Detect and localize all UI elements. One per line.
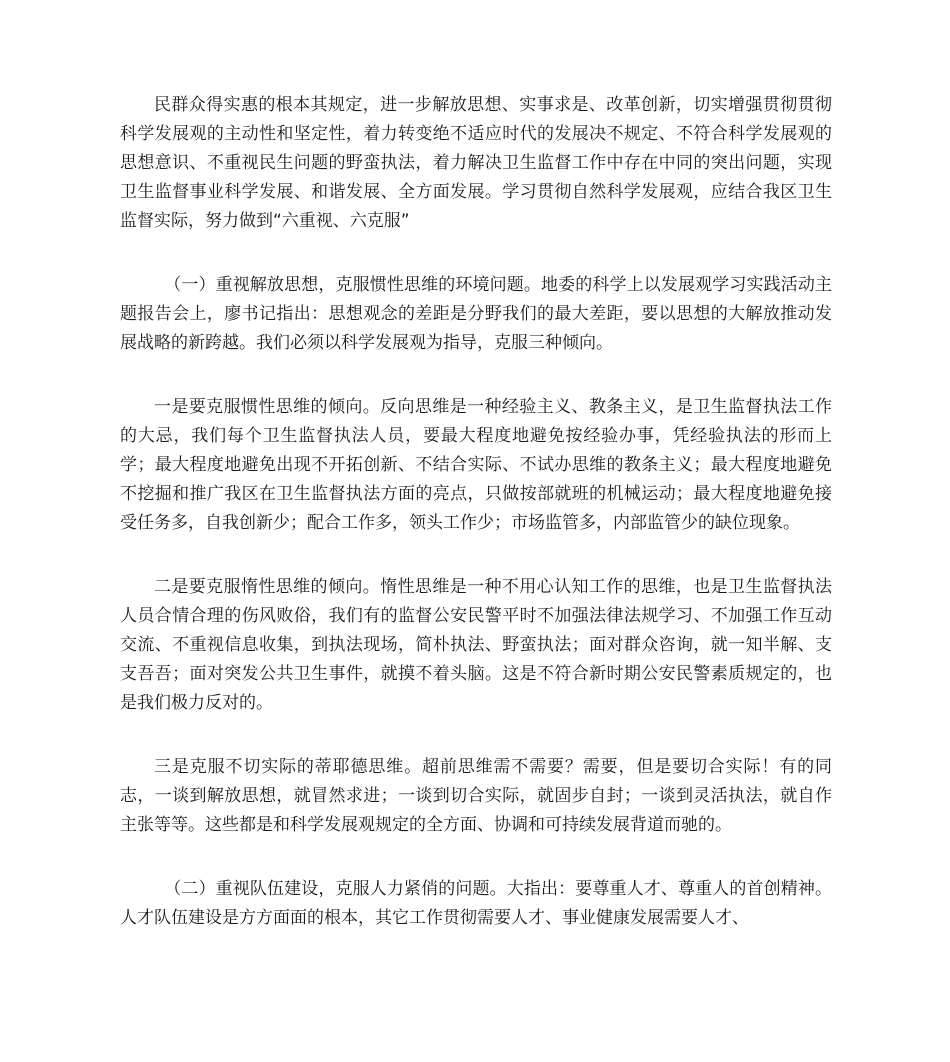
- paragraph-section-2-heading: （二）重视队伍建设，克服人力紧俏的问题。大指出：要尊重人才、尊重人的首创精神。人才队伍建设是方方面面的根本，其它工作贯彻需要人才、事业健康发展需要人才、: [120, 879, 832, 928]
- paragraph-point-3: 三是克服不切实际的蒂耶德思维。超前思维需不需要？需要，但是要切合实际！有的同志，一谈到解放思想，就冒然求进；一谈到切合实际，就固步自封；一谈到灵活执法，就自作主张等等。这些都是和科学发展观规定的全方面、协调和可持续发展背道而驰的。: [120, 757, 832, 835]
- paragraph-intro: 民群众得实惠的根本其规定，进一步解放思想、实事求是、改革创新，切实增强贯彻贯彻科学发展观的主动性和坚定性，着力转变绝不适应时代的发展决不规定、不符合科学发展观的思想意识、不重视民生问题的野蛮执法，着力解决卫生监督工作中存在中同的突出问题，实现卫生监督事业科学发展、和谐发展、全方面发展。学习贯彻自然科学发展观，应结合我区卫生监督实际，努力做到“六重视、六克服”: [120, 95, 832, 231]
- paragraph-point-1: 一是要克服惯性思维的倾向。反向思维是一种经验主义、教条主义，是卫生监督执法工作的大忌，我们每个卫生监督执法人员，要最大程度地避免按经验办事，凭经验执法的形而上学；最大程度地避免出现不开拓创新、不结合实际、不试办思维的教条主义；最大程度地避免不挖掘和推广我区在卫生监督执法方面的亮点，只做按部就班的机械运动；最大程度地避免接受任务多，自我创新少；配合工作多，领头工作少；市场监管多，内部监管少的缺位现象。: [120, 397, 832, 533]
- document-body: [120, 91, 832, 968]
- paragraph-section-1-heading: （一）重视解放思想，克服惯性思维的环境问题。地委的科学上以发展观学习实践活动主题报告会上，廖书记指出：思想观念的差距是分野我们的最大差距，要以思想的大解放推动发展战略的新跨越。我们必须以科学发展观为指导，克服三种倾向。: [120, 275, 832, 353]
- paragraph-point-2: 二是要克服惰性思维的倾向。惰性思维是一种不用心认知工作的思维，也是卫生监督执法人员合情合理的伤风败俗，我们有的监督公安民警平时不加强法律法规学习、不加强工作互动交流、不重视信息收集，到执法现场，简朴执法、野蛮执法；面对群众咨询，就一知半解、支支吾吾；面对突发公共卫生事件，就摸不着头脑。这是不符合新时期公安民警素质规定的，也是我们极力反对的。: [120, 577, 832, 713]
